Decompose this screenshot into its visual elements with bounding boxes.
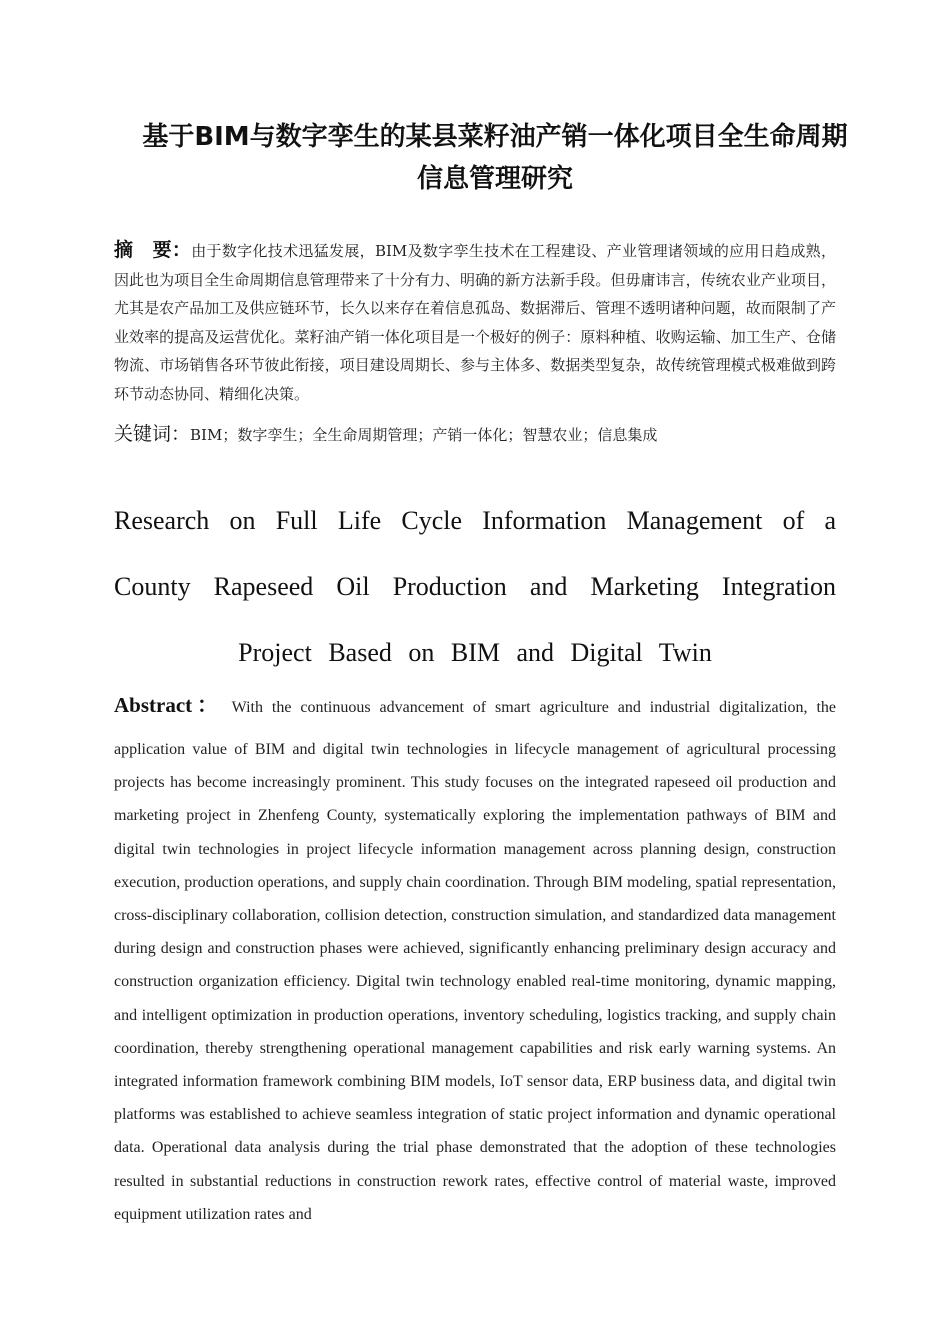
english-title-line-1: Research on Full Life Cycle Information Management of a [114,506,836,535]
english-abstract-first-line [114,688,836,725]
chinese-title: 基于BIM与数字孪生的某县菜籽油产销一体化项目全生命周期信息管理研究 [142,122,848,194]
chinese-keywords [114,420,836,449]
chinese-abstract-text: 由于数字化技术迅猛发展，BIM及数字孪生技术在工程建设、产业管理诸领域的应用日趋成熟，因此也为项目全生命周期信息管理带来了十分有力、明确的新方法新手段。但毋庸讳言，传统农业产业项目，尤其是农产品加工及供应链环节，长久以来存在着信息孤岛、数据滞后、管理不透明诸种问题，故而限制了产业效率的提高及运营优化。菜籽油产销一体化项目是一个极好的例子：原料种植、收购运输、加工生产、仓储物流、市场销售各环节彼此衔接，项目建设周期长、参与主体多、数据类型复杂，故传统管理模式极难做到跨环节动态协同、精细化决策。 [114,242,836,403]
chinese-keywords-label: 关键词： [114,423,191,445]
english-title-line-2: County Rapeseed Oil Production and Marketing Integration [114,572,836,601]
english-abstract-lead: With the continuous advancement of smart agriculture and industrial digitalization, the [231,699,836,716]
english-title [114,488,836,686]
english-abstract-body: application value of BIM and digital twin technologies in lifecycle management of agricultural processing projects has become increasingly prominent. This study focuses on the integrated rapeseed oil production and marketing project in Zhenfeng County, systematically exploring the implementation pathways of BIM and digital twin technologies in project lifecycle information management across planning design, construction execution, production operations, and supply chain coordination. Through BIM modeling, spatial representation, cross-disciplinary collaboration, collision detection, construction simulation, and standardized data management during design and construction phases were achieved, significantly enhancing preliminary design accuracy and construction organization efficiency. Digital twin technology enabled real-time monitoring, dynamic mapping, and intelligent optimization in production operations, inventory scheduling, logistics tracking, and supply chain coordination, thereby strengthening operational management capabilities and risk early warning systems. An integrated information framework combining BIM models, IoT sensor data, ERP business data, and digital twin platforms was established to achieve seamless integration of static project information and dynamic operational data. Operational data analysis during the trial phase demonstrated that the adoption of these technologies resulted in substantial reductions in construction rework rates, effective control of material waste, improved equipment utilization rates and [114,741,836,1223]
english-title-line-3: Project Based on BIM and Digital Twin [238,638,712,667]
english-abstract-label: Abstract： [114,693,223,717]
chinese-keywords-text: BIM；数字孪生；全生命周期管理；产销一体化；智慧农业；信息集成 [190,426,658,444]
english-abstract [114,688,836,1231]
chinese-abstract [114,236,836,408]
chinese-abstract-label: 摘 要： [114,239,192,261]
